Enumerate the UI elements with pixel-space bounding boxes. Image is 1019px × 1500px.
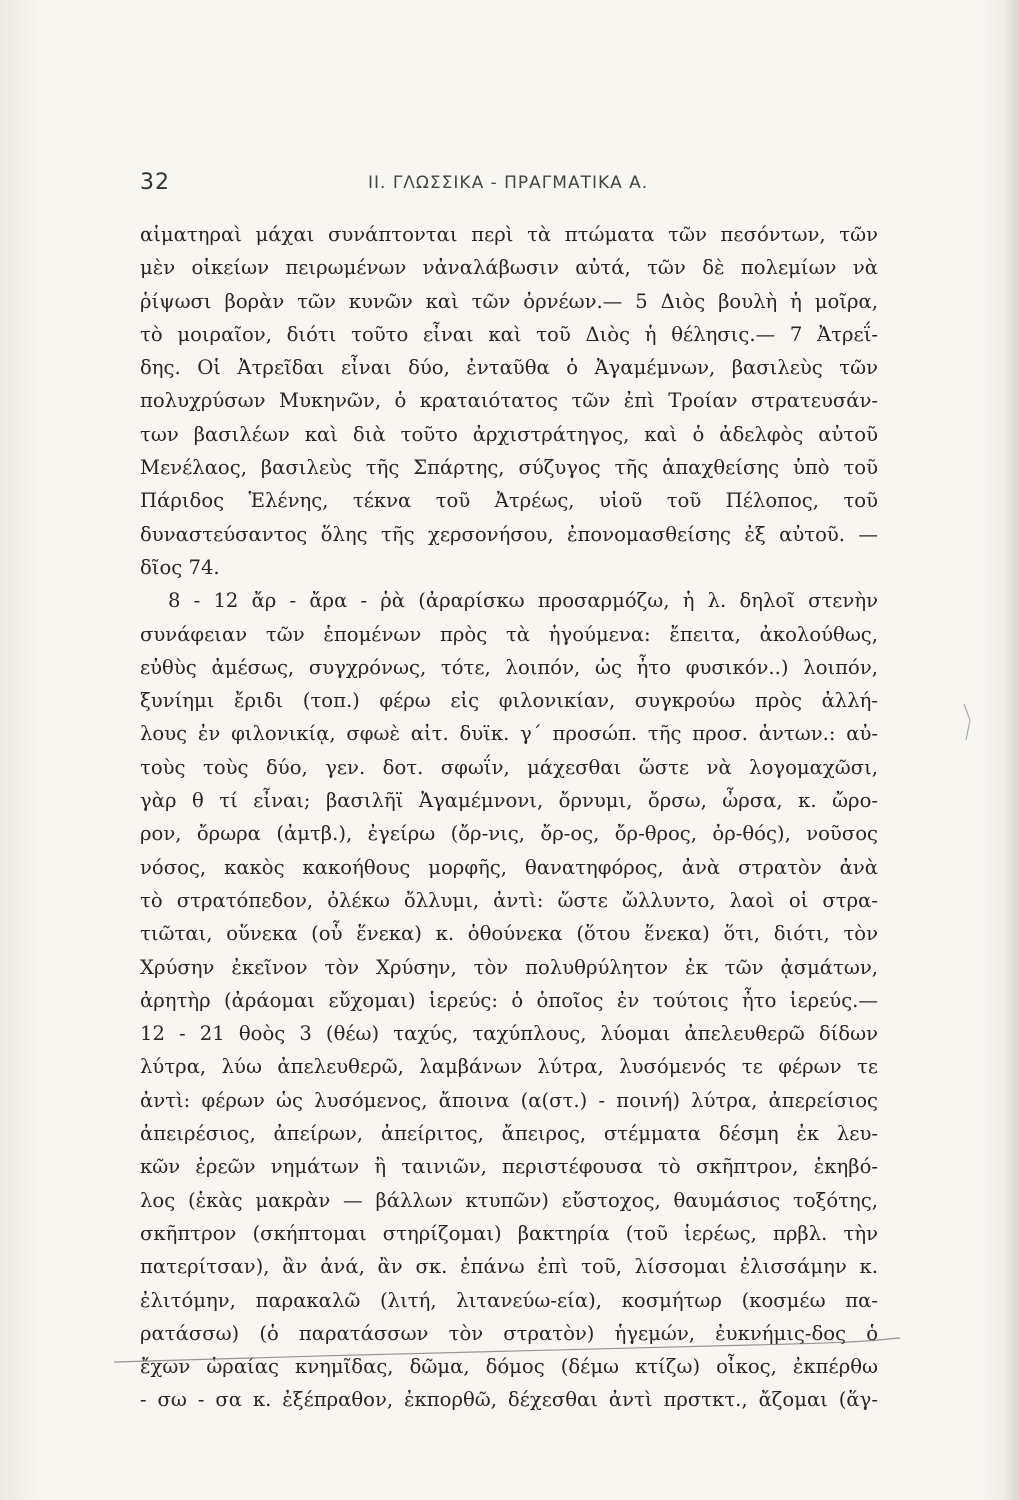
text-line: πολυχρύσων Μυκηνῶν, ὁ κραταιότατος τῶν ἐπὶ Τροίαν στρατευσάν- (140, 389, 878, 413)
text-line: λους ἐν φιλονικίᾳ, σφωὲ αἰτ. δυϊκ. γ΄ προσώπ. τῆς προσ. ἀντων.: αὐ- (140, 722, 878, 746)
commentary-text (140, 218, 878, 1450)
page-edge (1001, 0, 1019, 1500)
text-line: νόσος, κακὸς κακοήθους μορφῆς, θανατηφόρος, ἀνὰ στρατὸν ἀνὰ (140, 855, 878, 879)
text-line: ἀντὶ: φέρων ὡς λυσόμενος, ἄποινα (α(στ.) - ποινή) λύτρα, ἀπερείσιος (140, 1088, 878, 1112)
text-line: Πάριδος Ἑλένης, τέκνα τοῦ Ἀτρέως, υἱοῦ τοῦ Πέλοπος, τοῦ (140, 489, 878, 513)
text-line: Μενέλαος, βασιλεὺς τῆς Σπάρτης, σύζυγος τῆς ἁπαχθείσης ὑπὸ τοῦ (140, 456, 878, 480)
text-line: κῶν ἐρεῶν νημάτων ἢ ταινιῶν, περιστέφουσα τὸ σκῆπτρον, ἑκηβό- (140, 1155, 878, 1179)
page-header (140, 170, 880, 200)
text-line: δυναστεύσαντος ὅλης τῆς χερσονήσου, ἐπονομασθείσης ἐξ αὐτοῦ. — (140, 522, 878, 546)
text-line: τὸ στρατόπεδον, ὀλέκω ὄλλυμι, ἀντὶ: ὥστε ὤλλυντο, λαοὶ οἱ στρα- (140, 888, 878, 912)
text-line: συνάφειαν τῶν ἑπομένων πρὸς τὰ ἡγούμενα: ἔπειτα, ἀκολούθως, (140, 622, 878, 646)
text-line: εὐθὺς ἀμέσως, συγχρόνως, τότε, λοιπόν, ὡς ἦτο φυσικόν..) λοιπόν, (140, 655, 878, 679)
text-line: ξυνίημι ἔριδι (τοπ.) φέρω εἰς φιλονικίαν, συγκρούω πρὸς ἀλλή- (140, 689, 878, 713)
running-head: II. ΓΛΩΣΣΙΚΑ - ΠΡΑΓΜΑΤΙΚΑ Α. (368, 173, 649, 193)
text-line: ρον, ὄρωρα (ἀμτβ.), ἐγείρω (ὄρ-νις, ὄρ-ος, ὄρ-θρος, ὀρ-θός), νοῦσος (140, 822, 878, 846)
text-line: ἀπειρέσιος, ἀπείρων, ἀπείριτος, ἄπειρος, στέμματα δέσμη ἐκ λευ- (140, 1122, 878, 1146)
pencil-underline (112, 1336, 902, 1366)
text-line: λος (ἑκὰς μακρὰν — βάλλων κτυπῶν) εὔστοχος, θαυμάσιος τοξότης, (140, 1188, 878, 1212)
text-line: 8 - 12 ἄρ - ἄρα - ῥὰ (ἀραρίσκω προσαρμόζω, ἡ λ. δηλοῖ στενὴν (168, 589, 878, 613)
text-line: ρατάσσω) (ὁ παρατάσσων τὸν στρατὸν) ἡγεμών, ἐυκνήμις-δος ὁ (140, 1321, 878, 1345)
text-line: τοὺς τοὺς δύο, γεν. δοτ. σφωΐν, μάχεσθαι ὥστε νὰ λογομαχῶσι, (140, 755, 878, 779)
text-line: σκῆπτρον (σκήπτομαι στηρίζομαι) βακτηρία (τοῦ ἱερέως, πρβλ. τὴν (140, 1221, 878, 1245)
page-number: 32 (140, 170, 170, 195)
text-line: ἐλιτόμην, παρακαλῶ (λιτή, λιτανεύω-εία), κοσμήτωρ (κοσμέω πα- (140, 1288, 878, 1312)
text-line: λύτρα, λύω ἀπελευθερῶ, λαμβάνων λύτρα, λυσόμενός τε φέρων τε (140, 1055, 878, 1079)
text-line: Χρύσην ἐκεῖνον τὸν Χρύσην, τὸν πολυθρύλητον ἐκ τῶν ᾀσμάτων, (140, 955, 878, 979)
text-line: δῖος 74. (140, 555, 220, 579)
text-line: ἀρητὴρ (ἀράομαι εὔχομαι) ἱερεύς: ὁ ὁποῖος ἐν τούτοις ἦτο ἱερεύς.— (140, 988, 878, 1012)
text-line: γὰρ θ τί εἶναι; βασιλῆϊ Ἀγαμέμνονι, ὄρνυμι, ὄρσω, ὦρσα, κ. ὤρο- (140, 789, 878, 813)
text-line: τιῶται, οὕνεκα (οὗ ἕνεκα) κ. ὁθούνεκα (ὅτου ἕνεκα) ὅτι, διότι, τὸν (140, 922, 878, 946)
text-line: 12 - 21 θοὸς 3 (θέω) ταχύς, ταχύπλους, λύομαι ἀπελευθερῶ δίδων (140, 1022, 878, 1046)
text-line: αἱματηραὶ μάχαι συνάπτονται περὶ τὰ πτώματα τῶν πεσόντων, τῶν (140, 223, 878, 246)
text-line: πατερίτσαν), ἂν ἀνά, ἂν σκ. ἐπάνω ἐπὶ τοῦ, λίσσομαι ἐλισσάμην κ. (140, 1255, 878, 1279)
text-line (140, 1417, 878, 1450)
text-line: ἔχων ὡραίας κνημῖδας, δῶμα, δόμος (δέμω κτίζω) οἶκος, ἐκπέρθω (140, 1355, 878, 1379)
text-line: μὲν οἰκείων πειρωμένων νἀναλάβωσιν αὐτά, τῶν δὲ πολεμίων νὰ (140, 256, 878, 280)
margin-mark (960, 702, 976, 742)
text-line: των βασιλέων καὶ διὰ τοῦτο ἀρχιστράτηγος, καὶ ὁ ἀδελφὸς αὐτοῦ (140, 422, 878, 446)
text-line: δης. Οἱ Ἀτρεῖδαι εἶναι δύο, ἐνταῦθα ὁ Ἀγαμέμνων, βασιλεὺς τῶν (140, 356, 878, 380)
text-line: ῥίψωσι βορὰν τῶν κυνῶν καὶ τῶν ὀρνέων.— 5 Διὸς βουλὴ ἡ μοῖρα, (140, 289, 878, 313)
text-line: τὸ μοιραῖον, διότι τοῦτο εἶναι καὶ τοῦ Διὸς ἡ θέλησις.— 7 Ἀτρεΐ- (140, 322, 878, 346)
text-line: - σω - σα κ. ἐξέπραθον, ἐκπορθῶ, δέχεσθαι ἀντὶ πρστκτ., ἄζομαι (ἅγ- (140, 1388, 878, 1412)
